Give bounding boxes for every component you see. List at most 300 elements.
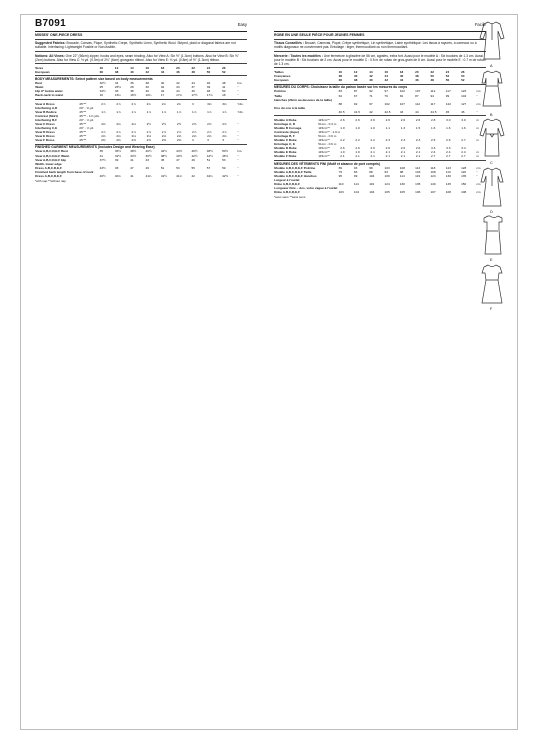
cell-value: 1⅞ xyxy=(207,109,212,114)
cell-value: 104 xyxy=(369,190,375,194)
cell-value: 2½ xyxy=(146,121,151,126)
cell-value: 103 xyxy=(384,165,390,170)
cell-value: 99 xyxy=(445,93,450,98)
cell-value: 95 xyxy=(338,173,343,178)
row-label: Modèle A,B,C,D,E,F Taille xyxy=(274,169,312,174)
row-label: Modèle E Robe xyxy=(274,150,297,155)
row-label: Hip 9" below waist xyxy=(35,89,63,94)
cell-value: 1.0 xyxy=(355,125,360,130)
cell-value: 2⅜ xyxy=(131,137,136,142)
cell-value: 124 xyxy=(430,173,436,178)
fabric-width: 115cm** xyxy=(318,125,330,130)
row-label: Width, lower edge xyxy=(35,161,62,166)
cell-value: 2.6 xyxy=(340,146,345,151)
cell-value: 34 xyxy=(114,81,119,86)
cell-value: 123 xyxy=(445,165,451,170)
cell-value: 2.2 xyxy=(370,138,375,142)
cell-value: 2½ xyxy=(161,121,167,126)
unit-label: m xyxy=(476,150,479,155)
cell-value: 2.6 xyxy=(415,117,421,122)
cell-value: 2.2 xyxy=(355,138,360,142)
cell-value: 42 xyxy=(160,89,165,94)
cell-value: 16¼ xyxy=(114,93,121,98)
row-label: Robe A,B,C,D,E,F xyxy=(274,190,300,194)
garment-title: MISSES' ONE-PIECE DRESS xyxy=(35,33,83,38)
size-value: 20 xyxy=(415,69,419,74)
cell-value: 2⅛ xyxy=(192,133,197,138)
row-label: Entoilage C, E xyxy=(274,142,296,147)
cell-value: 3 xyxy=(222,137,224,142)
cell-value: 98 xyxy=(369,165,373,170)
cell-value: 130 xyxy=(399,181,405,186)
cell-value: 2⅞ xyxy=(222,129,227,134)
size-table xyxy=(35,66,247,74)
cell-value: 113 xyxy=(415,165,421,170)
size-value: 14 xyxy=(130,65,134,70)
cell-value: 44 xyxy=(191,81,195,86)
row-label: Finished back length from base of neck xyxy=(35,169,94,174)
cell-value: 3 xyxy=(192,137,194,142)
size-value: 54 xyxy=(461,73,465,78)
cell-value: 114 xyxy=(399,173,405,178)
unit-label: " xyxy=(237,121,239,126)
dress-sketch-icon xyxy=(476,263,508,305)
cell-value: 2¾ xyxy=(161,101,167,106)
table-row xyxy=(35,93,247,97)
cell-value: 103 xyxy=(338,190,344,194)
cell-value: 1⅞ xyxy=(192,109,197,114)
unit-label: " xyxy=(237,129,239,134)
cell-value: 51 xyxy=(206,157,211,162)
size-row-label: European xyxy=(35,69,50,74)
fabric-width: 115cm** xyxy=(318,150,330,155)
cell-value: 2⅞ xyxy=(116,101,121,106)
cell-value: 42½ xyxy=(222,173,229,178)
row-label: Entoilage A, D xyxy=(274,121,296,126)
cell-value: 36 xyxy=(130,81,134,86)
cell-value: 87 xyxy=(353,89,358,94)
cell-value: 110 xyxy=(338,181,344,186)
row-label: Robe A,B,C,D,E,F xyxy=(274,181,300,186)
unit-label: " xyxy=(237,85,239,90)
cell-value: 2⅛ xyxy=(222,133,227,138)
unit-label: m xyxy=(476,117,479,122)
cell-value: 3.3 xyxy=(431,146,436,151)
size-row-label: Sizes xyxy=(35,65,44,70)
cell-value: 3.3 xyxy=(446,146,451,151)
cell-value: 2⅛ xyxy=(101,133,106,138)
row-label: View F Dress xyxy=(35,137,55,142)
cell-value: 1.6 xyxy=(461,125,466,130)
row-label: Taille xyxy=(274,93,282,98)
fabric-width: 45"** xyxy=(79,109,87,114)
body-measurements-table-fr xyxy=(274,89,486,113)
cell-value: 113 xyxy=(445,169,451,174)
size-value: 50 xyxy=(430,73,434,78)
cell-value: 2.1 xyxy=(400,150,406,155)
fabric-width: 45"** xyxy=(79,121,87,126)
size-value: 24 xyxy=(445,69,450,74)
row-label: Waist xyxy=(35,85,44,90)
dress-sketch-icon xyxy=(476,117,508,159)
size-value: 18 xyxy=(160,65,165,70)
cell-value: 2⅛ xyxy=(101,121,106,126)
unit-label: " xyxy=(237,89,239,94)
cell-value: 130 xyxy=(445,173,451,178)
cell-value: 88 xyxy=(338,101,343,106)
size-value: 44 xyxy=(160,69,165,74)
fabric-width: 51cm - 0.6 m xyxy=(318,142,337,147)
cell-value: 94 xyxy=(430,93,434,98)
cell-value: 25 xyxy=(99,85,104,90)
cell-value: 2⅝ xyxy=(222,121,227,126)
cell-value: 2.2 xyxy=(340,138,345,142)
cell-value: 107 xyxy=(415,89,421,94)
size-value: 44 xyxy=(384,73,388,78)
cell-value: 44 xyxy=(415,109,419,114)
cell-value: 16 xyxy=(99,93,104,98)
cell-value: 44½ xyxy=(176,149,183,154)
yardage-table-fr xyxy=(274,118,486,158)
cell-value: 1.6 xyxy=(446,125,451,130)
cell-value: 1⅞ xyxy=(131,109,136,114)
view-thumbnails xyxy=(476,20,516,311)
cell-value: 2⅜ xyxy=(101,137,106,142)
cell-value: 2⅛ xyxy=(116,121,121,126)
fabric-width: 20" - ⅝ yd. xyxy=(79,125,95,130)
table-row xyxy=(274,110,486,114)
cell-value: 108 xyxy=(445,190,451,194)
cell-value: 2.1 xyxy=(355,154,360,159)
cell-value: 57 xyxy=(206,165,211,170)
size-value: 26 xyxy=(222,65,226,70)
cell-value: 2.1 xyxy=(370,150,375,155)
cell-value: 102 xyxy=(384,101,390,106)
cell-value: 2⅝ xyxy=(207,121,212,126)
row-label: Contraste (Jupe) xyxy=(274,129,299,134)
fabrics-text: Brocade, Canvas, Pique, Synthetic Crepe, Synthetic Linen, Synthetic Wool. Striped, plaid or diagonal fabrics are not suitable. Interfacing: Lightweight Fusible or Non-fusible. xyxy=(35,41,236,50)
size-value: 46 xyxy=(415,77,419,82)
row-label: Modèle B Corsage xyxy=(274,125,302,130)
cell-value: 42.5 xyxy=(384,109,391,114)
unit-label: cm xyxy=(476,190,481,194)
cell-value: 112 xyxy=(430,89,436,94)
cell-value: 30 xyxy=(145,85,149,90)
view-label: D xyxy=(490,209,493,214)
cell-value: 128 xyxy=(461,165,467,170)
cell-value: 81 xyxy=(399,93,404,98)
cell-value: 46½ xyxy=(222,153,229,158)
size-value: 10 xyxy=(338,69,343,74)
cell-value: 2.4 xyxy=(431,150,436,155)
size-row-label: Tailles xyxy=(274,69,284,74)
view-d-thumbnail xyxy=(476,166,516,214)
dress-sketch-icon xyxy=(476,20,508,62)
cell-value: 32½ xyxy=(99,81,106,86)
cell-value: 145 xyxy=(445,181,451,186)
fabrics-text-fr: Brocart, Canevas, Piqué, Crêpe synthétique, Lin synthétique, Laine synthétique. Les tissus à rayures, à carreaux ou à motifs diagonaux ne conviennent pas. Entoilage : léger, thermocollant ou non thermocollant. xyxy=(274,41,477,50)
cell-value: 2.6 xyxy=(340,117,345,122)
cell-value: 71 xyxy=(369,93,373,98)
cell-value: 34½ xyxy=(130,153,137,158)
cell-value: 48 xyxy=(206,89,211,94)
size-value: 48 xyxy=(415,73,419,78)
fabric-width: 45"** - 1⅝ yds. xyxy=(79,113,100,118)
cell-value: 38½ xyxy=(130,149,137,154)
size-value: 52 xyxy=(461,77,465,82)
cell-value: 44.5 xyxy=(430,109,437,114)
cell-value: 98 xyxy=(399,169,404,174)
fabric-width: 115cm** - 1.6 m xyxy=(318,129,341,134)
fabric-width: 45"** xyxy=(79,129,87,134)
cell-value: 2⅞ xyxy=(192,129,197,134)
row-label: View A,B,C,D,E,F Bust xyxy=(35,149,68,154)
cell-value: 106 xyxy=(415,190,421,194)
cell-value: 17¾ xyxy=(206,93,213,98)
cell-value: 2⅜ xyxy=(176,137,182,142)
cell-value: 41½ xyxy=(160,173,167,178)
cell-value: 45 xyxy=(114,165,119,170)
fabric-width: 45"** xyxy=(79,137,87,142)
cell-value: 47 xyxy=(176,157,180,162)
fabric-width: 115cm** xyxy=(318,117,330,122)
cell-value: 1⅞ xyxy=(116,109,121,114)
row-label: Modèle D Robe xyxy=(274,146,297,151)
cell-value: 46 xyxy=(191,89,195,94)
cell-value: 2¾ xyxy=(146,101,151,106)
row-label: Entoilage B, F xyxy=(274,133,295,138)
cell-value: 3 xyxy=(207,137,209,142)
cell-value: 93 xyxy=(353,165,358,170)
cell-value: 135 xyxy=(415,181,421,186)
cell-value: 55 xyxy=(191,165,195,170)
cell-value: 31 xyxy=(99,153,104,158)
unit-label: cm xyxy=(476,101,481,106)
unit-label: cm xyxy=(476,181,481,186)
view-c-thumbnail xyxy=(476,117,516,165)
cell-value: 1⅞ xyxy=(101,109,106,114)
cell-value: 119 xyxy=(369,181,375,186)
size-value: 52 xyxy=(445,73,450,78)
notions-text: One 22" (56cm) zipper, hooks and eyes, seam binding. Also for View A: Six ½" (1.3cm) buttons. Also for View B: Six ⅝" (2cm) buttons. Also for View C: ½ yd. (0.5m) of 2⅛" (6cm) grosgrain ribbon. Also for View E: ⅛ yd. (0.8m) of ½" (1.3cm) ribbon. xyxy=(35,53,239,62)
cell-value: 76 xyxy=(384,93,388,98)
cell-value: 37 xyxy=(191,85,195,90)
cell-value: 122 xyxy=(461,89,467,94)
size-value: 38 xyxy=(114,69,119,74)
unit-label: Yds. xyxy=(237,109,244,114)
spacer xyxy=(237,70,247,74)
cell-value: 1⅞ xyxy=(161,109,167,114)
cell-value: 67 xyxy=(353,93,358,98)
row-label: View B Bodice xyxy=(35,109,57,114)
cell-value: 26½ xyxy=(114,85,121,90)
size-value: 40 xyxy=(353,73,358,78)
cell-value: 50½ xyxy=(222,149,229,154)
cell-value: 40½ xyxy=(145,149,152,154)
notions-paragraph xyxy=(35,54,247,62)
row-label: Modèle A Robe xyxy=(274,117,297,122)
right-header xyxy=(274,15,486,32)
size-value: 46 xyxy=(176,69,180,74)
row-label: Interfacing C,E xyxy=(35,125,58,130)
view-label: E xyxy=(490,258,493,262)
view-label: C xyxy=(490,161,493,165)
cell-value: 1.9 xyxy=(340,150,345,155)
cell-value: 2.1 xyxy=(415,150,421,155)
cell-value: 2.6 xyxy=(385,117,390,122)
cell-value: 53 xyxy=(222,157,226,162)
unit-label: " xyxy=(476,173,478,178)
cell-value: 49 xyxy=(145,165,149,170)
cell-value: 3.0 xyxy=(461,117,466,122)
size-value: 40 xyxy=(369,77,373,82)
row-label: Dos du cou à la taille xyxy=(274,105,306,110)
french-column xyxy=(274,15,486,199)
size-value: 38 xyxy=(353,77,358,82)
cell-value: 48 xyxy=(222,81,226,86)
cell-value: 2.3 xyxy=(385,138,390,142)
fabric-width: 115cm** xyxy=(318,146,330,151)
cell-value: 83 xyxy=(353,169,358,174)
cell-value: 2⅜ xyxy=(116,137,121,142)
cell-value: 2.4 xyxy=(461,150,466,155)
cell-value: 1⅞ xyxy=(222,109,227,114)
cell-value: 2.7 xyxy=(431,154,436,159)
unit-label: m xyxy=(476,154,479,159)
divider xyxy=(35,39,247,40)
cell-value: 43 xyxy=(399,109,404,114)
divider xyxy=(274,67,486,68)
divider xyxy=(35,63,247,64)
size-value: 10 xyxy=(99,65,104,70)
view-e-thumbnail xyxy=(476,214,516,262)
row-label: View D Dress xyxy=(35,129,55,134)
cell-value: 2.6 xyxy=(400,146,406,151)
size-value: 16 xyxy=(145,65,149,70)
row-label: Hanches (23cm au-dessous de la taille) xyxy=(274,97,332,102)
row-label: Back-neck to waist xyxy=(35,93,64,98)
dress-sketch-icon xyxy=(476,69,508,111)
unit-label: " xyxy=(237,133,239,138)
cell-value: 38 xyxy=(130,89,134,94)
cell-value: 104 xyxy=(461,93,467,98)
size-value: 50 xyxy=(206,69,211,74)
cell-value: 17½ xyxy=(191,93,198,98)
cell-value: 87 xyxy=(415,93,419,98)
fabric-width: 115cm** xyxy=(318,154,330,159)
view-label: A xyxy=(490,64,493,68)
divider xyxy=(35,99,247,100)
cell-value: 2⅛ xyxy=(161,133,167,138)
cell-value: 18 xyxy=(222,93,226,98)
english-column xyxy=(35,15,247,183)
size-value: 36 xyxy=(338,77,343,82)
cell-value: 2¾ xyxy=(176,101,182,106)
cell-value: 108 xyxy=(461,190,467,194)
cell-value: 40¾ xyxy=(114,173,121,178)
size-value: 48 xyxy=(191,69,195,74)
row-label: Modèle F Robe xyxy=(274,154,297,159)
cell-value: 16½ xyxy=(130,93,137,98)
divider xyxy=(274,115,486,116)
row-label: View A,B,C,D,E,F Waist xyxy=(35,153,70,158)
cell-value: 2.1 xyxy=(340,154,345,159)
row-label: Dress A,B,C,D,E,F xyxy=(35,165,62,170)
unit-label: Ins. xyxy=(237,149,243,154)
cell-value: 42½ xyxy=(191,153,198,158)
size-value: 42 xyxy=(384,77,388,82)
difficulty-level: Easy xyxy=(237,22,247,27)
fabric-width: 45"** xyxy=(79,101,87,106)
cell-value: 105 xyxy=(384,190,390,194)
cell-value: 2.6 xyxy=(400,117,406,122)
row-label: View E Dress xyxy=(35,133,55,138)
yardage-table xyxy=(35,102,247,142)
cell-value: 45 xyxy=(445,109,450,114)
row-label: Interfacing B,F xyxy=(35,117,57,122)
nap-footnote: *with nap **without nap xyxy=(35,178,66,183)
cell-value: 2⅞ xyxy=(161,129,167,134)
cell-value: 46½ xyxy=(191,149,198,154)
divider xyxy=(274,39,486,40)
cell-value: 2⅛ xyxy=(131,133,136,138)
cell-value: 104 xyxy=(353,190,360,194)
cell-value: 42 xyxy=(191,173,195,178)
cell-value: 44 xyxy=(176,89,180,94)
view-label: F xyxy=(490,306,493,311)
row-label: Modèle A,B,C,D,E,F Poitrine xyxy=(274,165,316,170)
cell-value: 2½ xyxy=(176,121,182,126)
cell-value: 42 xyxy=(369,109,373,114)
cell-value: 2⅞ xyxy=(176,129,182,134)
pattern-envelope-back xyxy=(20,14,518,730)
size-value: 42 xyxy=(145,69,149,74)
size-value: 22 xyxy=(191,65,195,70)
cell-value: 135 xyxy=(461,173,467,178)
pattern-number: B7091 xyxy=(35,18,66,29)
cell-value: 107 xyxy=(399,101,405,106)
divider xyxy=(35,51,247,52)
cell-value: 64 xyxy=(338,93,343,98)
cell-value: 92 xyxy=(369,89,373,94)
cell-value: 3.4 xyxy=(461,146,466,151)
notions-text-fr: Une fermeture à glissière de 56 cm, agrafes, extra fort. Aussi pour le modèle A : Six boutons de 1.3 cm. Aussi pour le modèle B : Six boutons de 2 cm. Aussi pour le modèle C : 0.5 m de ruban de gros-grain de 6 cm. Aussi pour le modèle E : 0.7 m de ruban de 1.3 cm. xyxy=(274,53,486,66)
cell-value: 97 xyxy=(369,101,373,106)
size-value: 18 xyxy=(399,69,404,74)
size-value: 16 xyxy=(384,69,388,74)
size-value: 14 xyxy=(369,69,373,74)
cell-value: 59 xyxy=(222,165,226,170)
cell-value: 1.0 xyxy=(370,125,375,130)
unit-label: Yds. xyxy=(237,101,244,106)
cell-value: 40½ xyxy=(176,153,183,158)
cell-value: 2⅛ xyxy=(116,133,121,138)
cell-value: 17 xyxy=(160,93,165,98)
cell-value: 2⅝ xyxy=(192,121,197,126)
cell-value: 3 xyxy=(192,101,194,106)
cell-value: 1⅞ xyxy=(176,109,182,114)
row-label: Dress A,B,C,D,E,F xyxy=(35,173,62,178)
view-label: B xyxy=(490,112,493,117)
size-value: 12 xyxy=(114,65,119,70)
cell-value: 3⅛ xyxy=(207,101,212,106)
cell-value: 2.1 xyxy=(385,150,390,155)
cell-value: 41¾ xyxy=(176,173,183,178)
cell-value: 118 xyxy=(430,165,436,170)
table-row xyxy=(35,174,247,178)
view-a-thumbnail xyxy=(476,20,516,68)
notions-paragraph-fr xyxy=(274,54,486,66)
